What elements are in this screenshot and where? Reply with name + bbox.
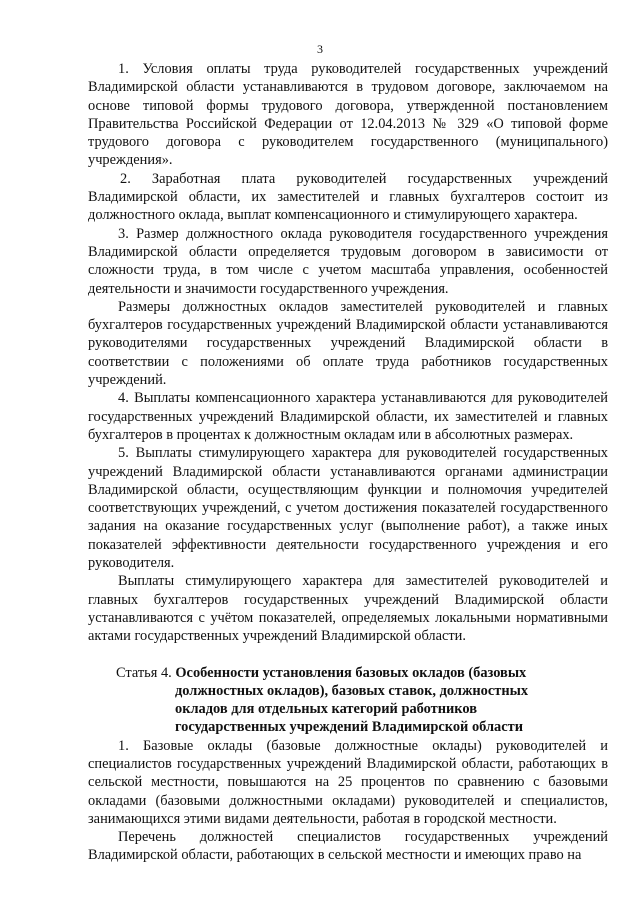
article-title-line-2: должностных окладов), базовых ставок, должностных [175,682,529,699]
article-title-line-1: Особенности установления базовых окладов (базовых [175,664,527,681]
paragraph-4: 4. Выплаты компенсационного характера устанавливаются для руководителей государственных учреждений Владимирской области, их заместителей и главных бухгалтеров в процентах к должностным окладам или в абсолютных размерах. [88,390,608,443]
article-4-heading [88,664,608,737]
article-4-paragraph-1: 1. Базовые оклады (базовые должностные оклады) руководителей и специалистов государственных учреждений Владимирской области, работающих в сельской местности, повышаются на 25 процентов по сравнению с базовыми окладами (базовыми должностными окладами) руководителей и специалистов, занимающихся этими видами деятельности, работая в городской местности. [88,737,608,827]
paragraph-5-sub: Выплаты стимулирующего характера для заместителей руководителей и главных бухгалтеров государственных учреждений Владимирской области устанавливаются с учётом показателей, определяемых локальными нормативными актами государственных учреждений Владимирской области. [88,573,608,645]
paragraph-2: 2. Заработная плата руководителей государственных учреждений Владимирской области, их заместителей и главных бухгалтеров состоит из должностного оклада, выплат компенсационного и стимулирующего характера. [88,170,608,224]
paragraph-3: 3. Размер должностного оклада руководителя государственного учреждения Владимирской области определяется трудовым договором в зависимости от сложности труда, в том числе с учетом масштаба управления, особенностей деятельности и значимости государственного учреждения. [88,225,608,297]
article-title-line-3: окладов для отдельных категорий работников [175,701,478,718]
article-number: Статья 4. [116,664,172,681]
document-body [88,60,608,865]
paragraph-5: 5. Выплаты стимулирующего характера для руководителей государственных учреждений Владимирской области устанавливаются органами администрации Владимирской области, осуществляющим функции и полномочия учредителей соответствующих учреждений, с учетом достижения показателей государственного задания на оказание государственных услуг (выполнение работ), а также иных показателей эффективности деятельности государственного учреждения и его руководителя. [88,445,608,572]
page-number: 3 [317,42,323,56]
article-title-line-4: государственных учреждений Владимирской области [175,719,523,736]
paragraph-3-sub: Размеры должностных окладов заместителей руководителей и главных бухгалтеров государственных учреждений Владимирской области устанавливаются руководителями государственных учреждений Владимирской области в соответствии с положениями об оплате труда работников государственных учреждений. [88,298,608,389]
paragraph-1: 1. Условия оплаты труда руководителей государственных учреждений Владимирской области устанавливаются в трудовом договоре, заключаемом на основе типовой формы трудового договора, утвержденной постановлением Правительства Российской Федерации от 12.04.2013 № 329 «О типовой форме трудового договора с руководителем государственного (муниципального) учреждения». [88,61,608,169]
article-4-paragraph-2: Перечень должностей специалистов государственных учреждений Владимирской области, работающих в сельской местности и имеющих право на [88,829,608,864]
